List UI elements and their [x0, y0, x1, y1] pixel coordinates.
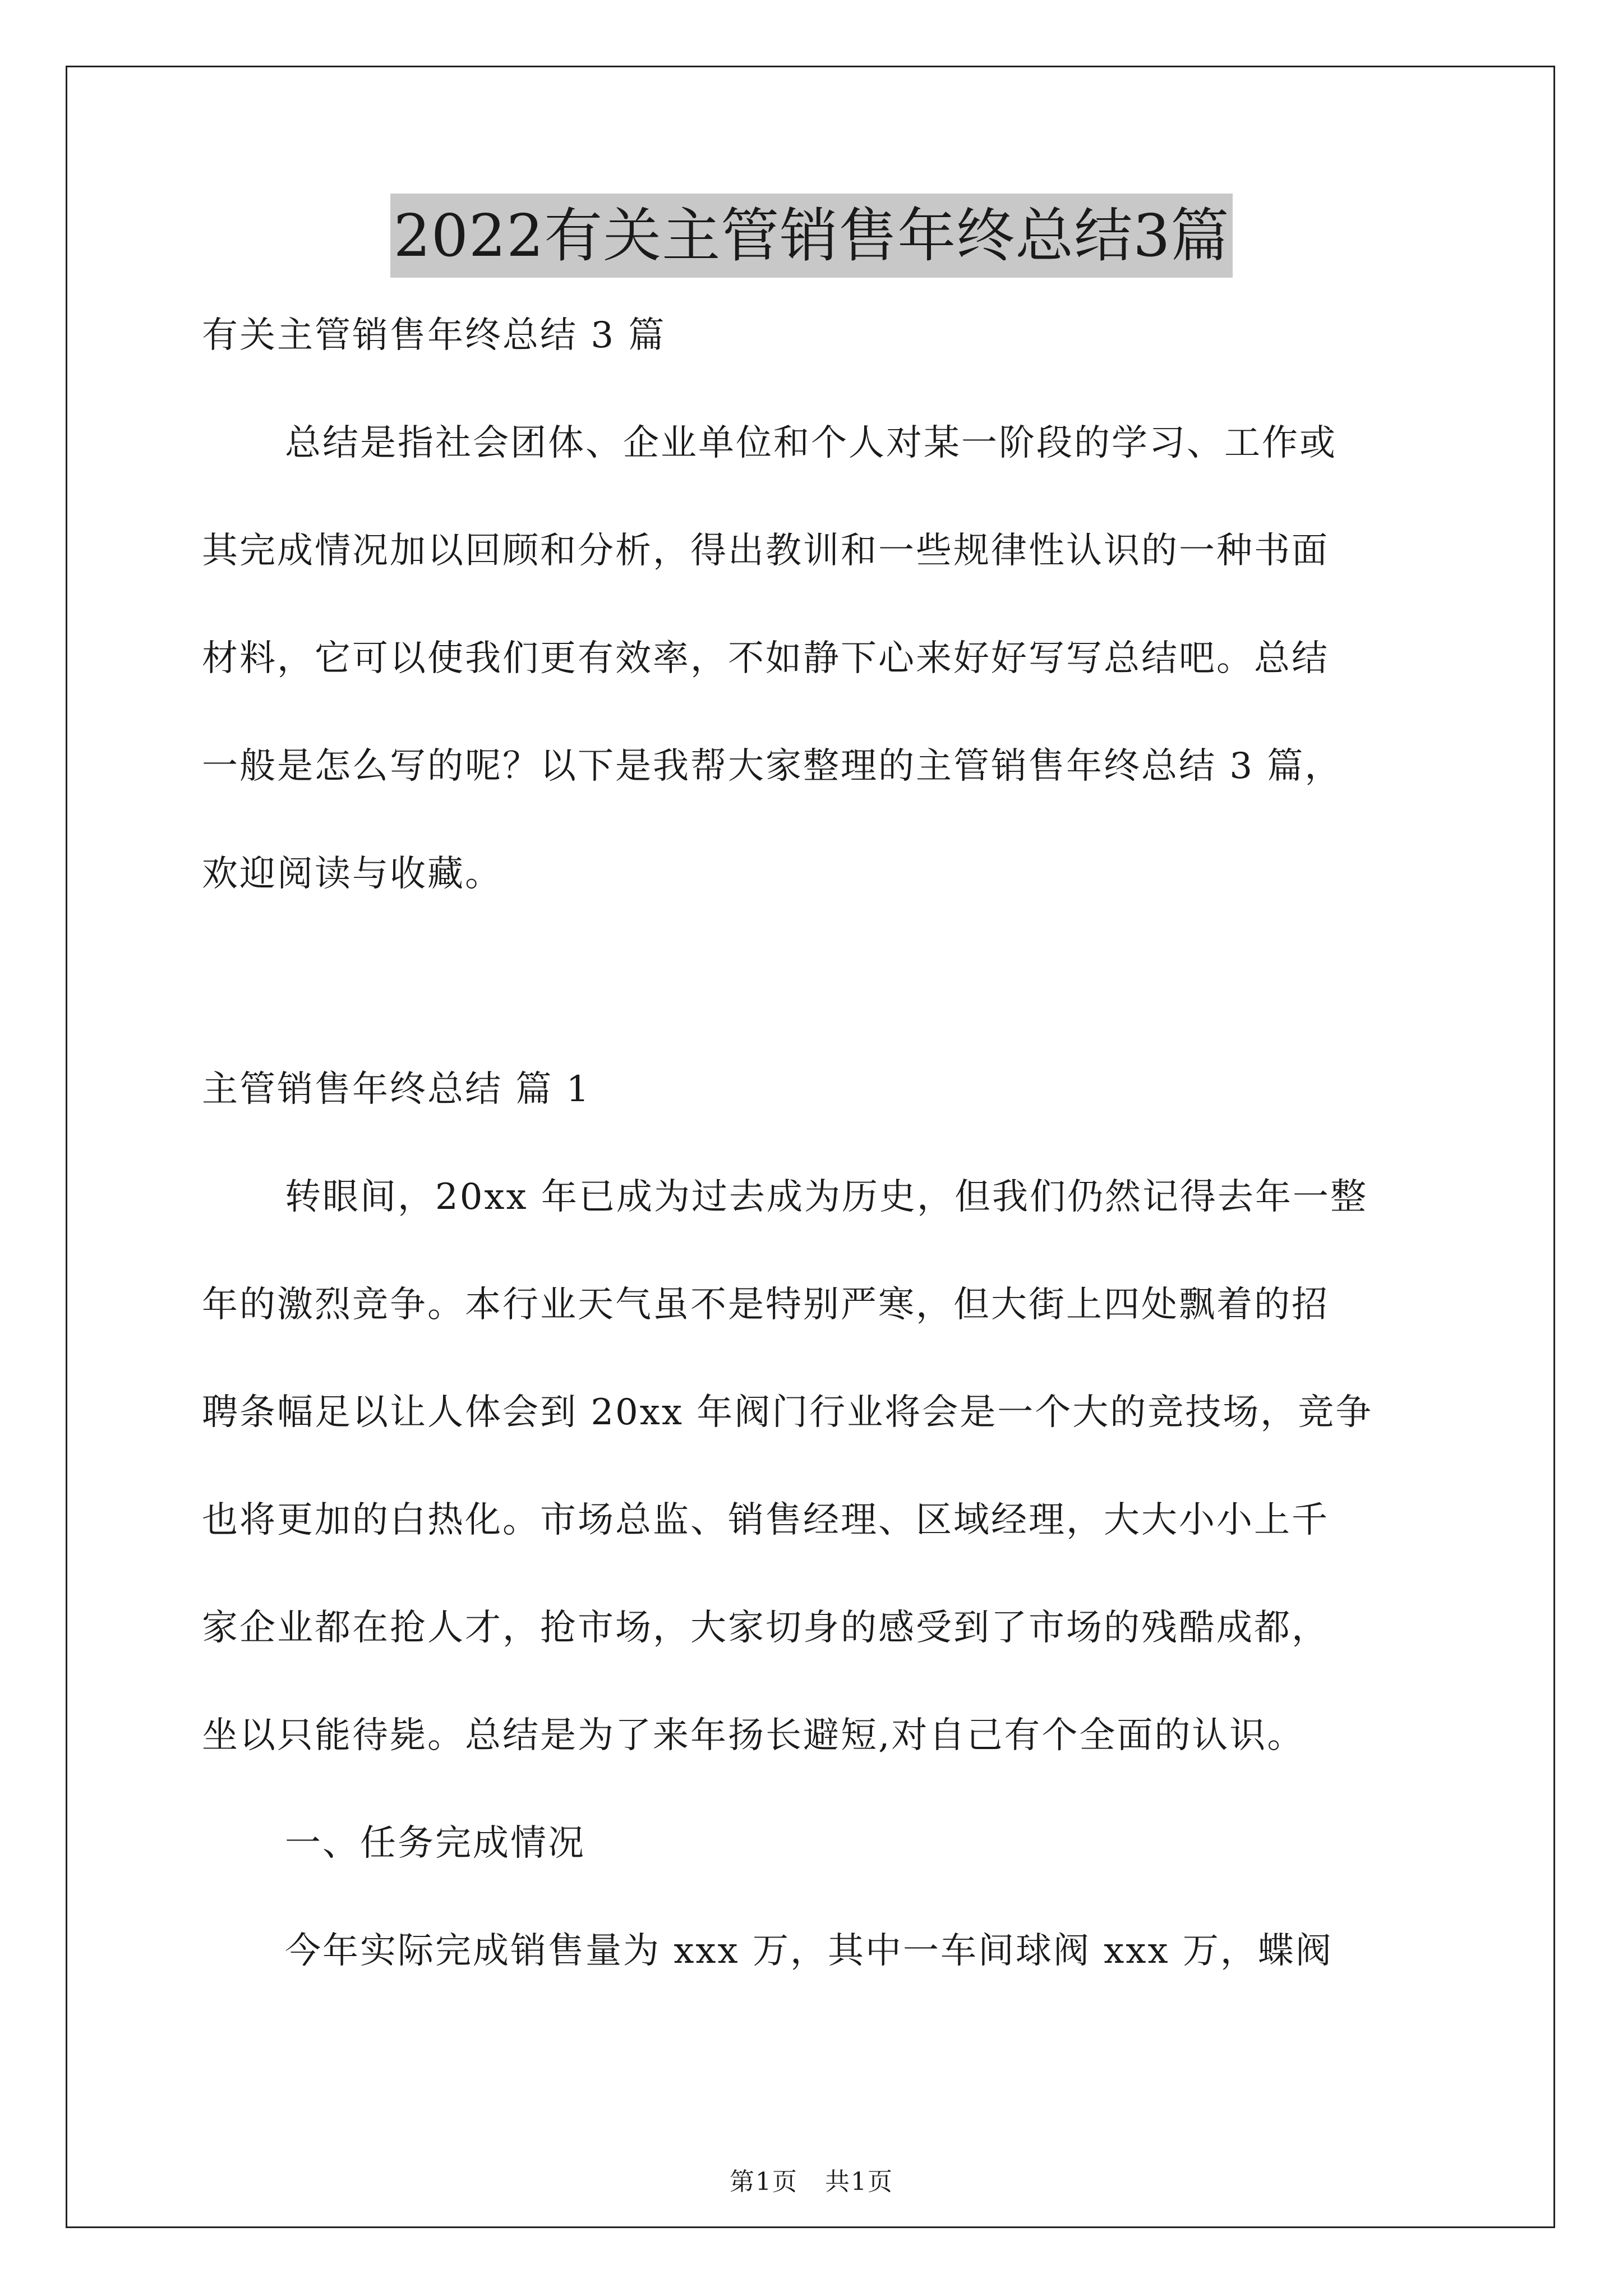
page-number-footer: 第1页 共1页 [730, 2168, 893, 2196]
document-title: 2022有关主管销售年终总结3篇 [390, 194, 1233, 278]
item-heading: 一、任务完成情况 [285, 1823, 585, 1864]
section-line: 聘条幅足以让人体会到 20xx 年阀门行业将会是一个大的竞技场，竞争 [202, 1392, 1373, 1433]
intro-line: 一般是怎么写的呢？以下是我帮大家整理的主管销售年终总结 3 篇， [202, 746, 1343, 787]
section-line: 也将更加的白热化。市场总监、销售经理、区域经理，大大小小上千 [202, 1499, 1329, 1541]
section-heading: 主管销售年终总结 篇 1 [202, 1069, 591, 1110]
intro-line: 其完成情况加以回顾和分析，得出教训和一些规律性认识的一种书面 [202, 530, 1329, 572]
section-paragraph [202, 1170, 1436, 1763]
document-body [202, 309, 1436, 2032]
title-container [0, 194, 1623, 278]
intro-line: 总结是指社会团体、企业单位和个人对某一阶段的学习、工作或 [285, 422, 1337, 464]
item-paragraph [202, 1924, 1436, 1978]
intro-paragraph [202, 416, 1436, 901]
section-line: 坐以只能待毙。总结是为了来年扬长避短,对自己有个全面的认识。 [202, 1715, 1305, 1756]
document-subtitle: 有关主管销售年终总结 3 篇 [202, 315, 666, 356]
section-line: 转眼间，20xx 年已成为过去成为历史，但我们仍然记得去年一整 [285, 1176, 1368, 1218]
intro-line: 欢迎阅读与收藏。 [202, 853, 502, 895]
intro-line: 材料，它可以使我们更有效率，不如静下心来好好写写总结吧。总结 [202, 638, 1329, 679]
section-line: 家企业都在抢人才，抢市场，大家切身的感受到了市场的残酷成都， [202, 1607, 1329, 1649]
section-line: 年的激烈竞争。本行业天气虽不是特别严寒，但大街上四处飘着的招 [202, 1284, 1329, 1326]
item-line: 今年实际完成销售量为 xxx 万，其中一车间球阀 xxx 万，蝶阀 [285, 1930, 1333, 1972]
